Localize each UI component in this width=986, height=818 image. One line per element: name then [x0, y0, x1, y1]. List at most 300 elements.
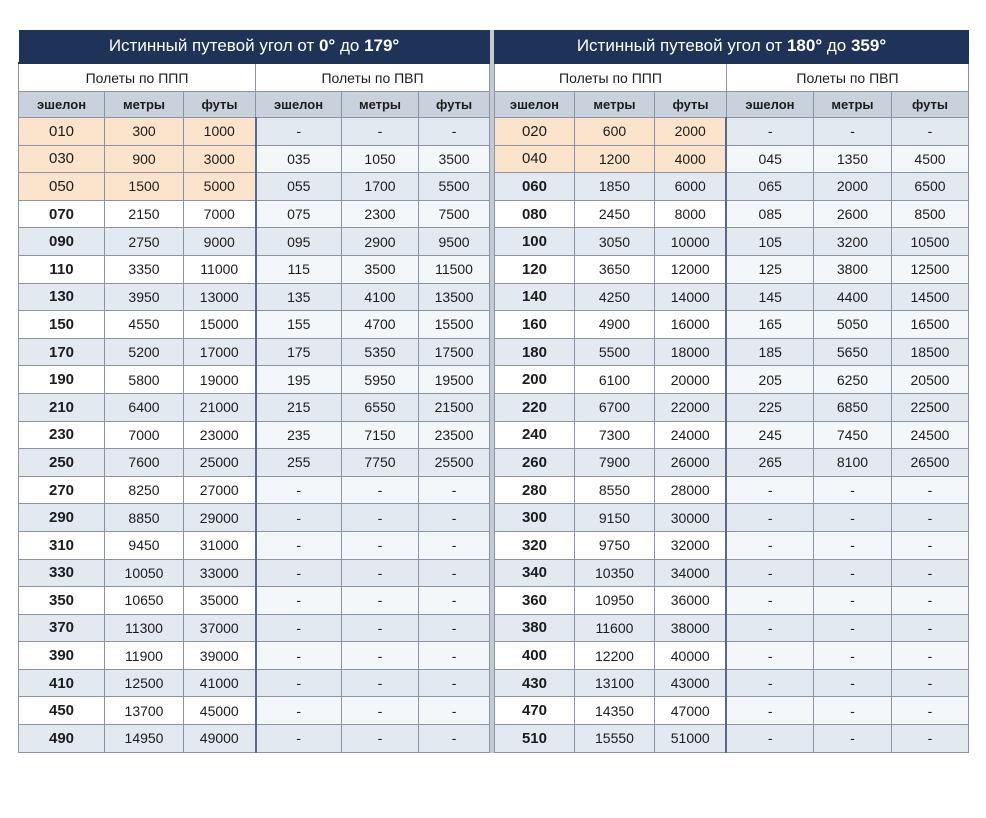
- ifr-level-cell: 380: [494, 614, 574, 642]
- ifr-meters-cell: 9150: [574, 504, 654, 532]
- ifr-feet-cell: 31000: [184, 531, 256, 559]
- ifr-level-cell: 060: [494, 173, 574, 201]
- vfr-feet-cell: 20500: [891, 366, 968, 394]
- table-row: [19, 366, 490, 394]
- vfr-level-cell: -: [256, 559, 342, 587]
- ifr-feet-cell: 2000: [654, 118, 726, 146]
- table-row: [19, 145, 490, 173]
- col-level-header: эшелон: [494, 92, 574, 118]
- ifr-meters-cell: 10650: [105, 587, 184, 615]
- ifr-feet-cell: 37000: [184, 614, 256, 642]
- table-row: [19, 200, 490, 228]
- ifr-meters-cell: 6700: [574, 393, 654, 421]
- vfr-feet-cell: -: [419, 476, 490, 504]
- ifr-feet-cell: 41000: [184, 669, 256, 697]
- table-row: [494, 725, 968, 753]
- ifr-feet-cell: 51000: [654, 725, 726, 753]
- col-meters-header: метры: [574, 92, 654, 118]
- vfr-level-cell: -: [256, 669, 342, 697]
- ifr-meters-cell: 7000: [105, 421, 184, 449]
- table-body-east: [19, 118, 490, 753]
- vfr-meters-cell: 4700: [342, 311, 419, 339]
- ifr-feet-cell: 12000: [654, 255, 726, 283]
- vfr-meters-cell: -: [813, 669, 891, 697]
- vfr-level-cell: 145: [726, 283, 813, 311]
- col-feet-header: футы: [891, 92, 968, 118]
- ifr-meters-cell: 7600: [105, 449, 184, 477]
- table-body-west: [494, 118, 968, 753]
- ifr-feet-cell: 49000: [184, 725, 256, 753]
- vfr-meters-cell: 1050: [342, 145, 419, 173]
- table-row: [494, 366, 968, 394]
- vfr-feet-cell: -: [891, 697, 968, 725]
- ifr-level-cell: 150: [19, 311, 105, 339]
- col-level-header: эшелон: [19, 92, 105, 118]
- ifr-feet-cell: 14000: [654, 283, 726, 311]
- ifr-meters-cell: 10050: [105, 559, 184, 587]
- vfr-level-cell: 235: [256, 421, 342, 449]
- table-row: [494, 255, 968, 283]
- vfr-feet-cell: 21500: [419, 393, 490, 421]
- vfr-level-cell: 155: [256, 311, 342, 339]
- table-row: [19, 531, 490, 559]
- table-row: [494, 200, 968, 228]
- group-ifr-header: Полеты по ППП: [494, 63, 726, 92]
- vfr-level-cell: 075: [256, 200, 342, 228]
- vfr-feet-cell: -: [419, 587, 490, 615]
- ifr-meters-cell: 10350: [574, 559, 654, 587]
- ifr-level-cell: 110: [19, 255, 105, 283]
- col-feet-header: футы: [184, 92, 256, 118]
- vfr-meters-cell: 2900: [342, 228, 419, 256]
- table-row: [19, 283, 490, 311]
- ifr-feet-cell: 27000: [184, 476, 256, 504]
- ifr-level-cell: 130: [19, 283, 105, 311]
- ifr-feet-cell: 15000: [184, 311, 256, 339]
- ifr-level-cell: 270: [19, 476, 105, 504]
- ifr-feet-cell: 22000: [654, 393, 726, 421]
- ifr-feet-cell: 3000: [184, 145, 256, 173]
- ifr-meters-cell: 12500: [105, 669, 184, 697]
- vfr-level-cell: -: [726, 118, 813, 146]
- ifr-level-cell: 010: [19, 118, 105, 146]
- vfr-level-cell: 085: [726, 200, 813, 228]
- ifr-level-cell: 290: [19, 504, 105, 532]
- ifr-feet-cell: 20000: [654, 366, 726, 394]
- table-row: [19, 255, 490, 283]
- vfr-level-cell: 225: [726, 393, 813, 421]
- ifr-meters-cell: 2150: [105, 200, 184, 228]
- ifr-meters-cell: 7300: [574, 421, 654, 449]
- vfr-feet-cell: -: [891, 642, 968, 670]
- ifr-feet-cell: 36000: [654, 587, 726, 615]
- ifr-feet-cell: 17000: [184, 338, 256, 366]
- vfr-feet-cell: -: [891, 669, 968, 697]
- ifr-feet-cell: 23000: [184, 421, 256, 449]
- vfr-level-cell: 215: [256, 393, 342, 421]
- vfr-meters-cell: 8100: [813, 449, 891, 477]
- ifr-meters-cell: 8250: [105, 476, 184, 504]
- vfr-level-cell: -: [256, 642, 342, 670]
- table-row: [494, 449, 968, 477]
- ifr-level-cell: 350: [19, 587, 105, 615]
- vfr-meters-cell: -: [813, 559, 891, 587]
- ifr-meters-cell: 5200: [105, 338, 184, 366]
- ifr-level-cell: 300: [494, 504, 574, 532]
- vfr-meters-cell: -: [342, 697, 419, 725]
- ifr-level-cell: 310: [19, 531, 105, 559]
- ifr-meters-cell: 3050: [574, 228, 654, 256]
- ifr-level-cell: 160: [494, 311, 574, 339]
- table-row: [494, 697, 968, 725]
- ifr-level-cell: 360: [494, 587, 574, 615]
- col-feet-header: футы: [419, 92, 490, 118]
- ifr-feet-cell: 45000: [184, 697, 256, 725]
- tables-container: [18, 30, 969, 753]
- vfr-level-cell: 065: [726, 173, 813, 201]
- ifr-meters-cell: 9750: [574, 531, 654, 559]
- vfr-meters-cell: 7750: [342, 449, 419, 477]
- vfr-level-cell: -: [726, 504, 813, 532]
- ifr-meters-cell: 3650: [574, 255, 654, 283]
- vfr-meters-cell: -: [342, 504, 419, 532]
- ifr-level-cell: 220: [494, 393, 574, 421]
- ifr-feet-cell: 33000: [184, 559, 256, 587]
- table-row: [19, 476, 490, 504]
- ifr-level-cell: 260: [494, 449, 574, 477]
- ifr-feet-cell: 40000: [654, 642, 726, 670]
- vfr-meters-cell: -: [813, 642, 891, 670]
- table-row: [19, 118, 490, 146]
- ifr-meters-cell: 3950: [105, 283, 184, 311]
- vfr-meters-cell: 4400: [813, 283, 891, 311]
- ifr-meters-cell: 300: [105, 118, 184, 146]
- ifr-meters-cell: 10950: [574, 587, 654, 615]
- ifr-meters-cell: 900: [105, 145, 184, 173]
- vfr-meters-cell: 6250: [813, 366, 891, 394]
- vfr-meters-cell: 6550: [342, 393, 419, 421]
- table-row: [19, 614, 490, 642]
- ifr-feet-cell: 7000: [184, 200, 256, 228]
- ifr-feet-cell: 35000: [184, 587, 256, 615]
- ifr-feet-cell: 34000: [654, 559, 726, 587]
- ifr-level-cell: 140: [494, 283, 574, 311]
- vfr-level-cell: 195: [256, 366, 342, 394]
- table-row: [494, 283, 968, 311]
- vfr-feet-cell: 6500: [891, 173, 968, 201]
- vfr-level-cell: 115: [256, 255, 342, 283]
- group-vfr-header: Полеты по ПВП: [726, 63, 968, 92]
- ifr-level-cell: 180: [494, 338, 574, 366]
- ifr-feet-cell: 5000: [184, 173, 256, 201]
- vfr-meters-cell: 2300: [342, 200, 419, 228]
- ifr-feet-cell: 19000: [184, 366, 256, 394]
- table-row: [494, 669, 968, 697]
- ifr-level-cell: 330: [19, 559, 105, 587]
- ifr-meters-cell: 4250: [574, 283, 654, 311]
- table-row: [494, 145, 968, 173]
- table-row: [494, 642, 968, 670]
- table-row: [19, 697, 490, 725]
- ifr-level-cell: 020: [494, 118, 574, 146]
- ifr-level-cell: 120: [494, 255, 574, 283]
- ifr-meters-cell: 5800: [105, 366, 184, 394]
- ifr-meters-cell: 4550: [105, 311, 184, 339]
- table-row: [19, 642, 490, 670]
- ifr-level-cell: 490: [19, 725, 105, 753]
- vfr-feet-cell: -: [419, 642, 490, 670]
- vfr-feet-cell: -: [419, 697, 490, 725]
- vfr-level-cell: 055: [256, 173, 342, 201]
- table-row: [494, 228, 968, 256]
- table-title: Истинный путевой угол от 180° до 359°: [494, 30, 968, 63]
- vfr-feet-cell: 5500: [419, 173, 490, 201]
- ifr-level-cell: 230: [19, 421, 105, 449]
- ifr-meters-cell: 13700: [105, 697, 184, 725]
- ifr-feet-cell: 26000: [654, 449, 726, 477]
- ifr-meters-cell: 1850: [574, 173, 654, 201]
- ifr-feet-cell: 29000: [184, 504, 256, 532]
- col-level-header: эшелон: [726, 92, 813, 118]
- vfr-level-cell: -: [726, 587, 813, 615]
- vfr-level-cell: -: [256, 614, 342, 642]
- ifr-level-cell: 450: [19, 697, 105, 725]
- vfr-feet-cell: -: [891, 531, 968, 559]
- vfr-level-cell: 255: [256, 449, 342, 477]
- vfr-meters-cell: 2600: [813, 200, 891, 228]
- vfr-meters-cell: 5050: [813, 311, 891, 339]
- ifr-feet-cell: 25000: [184, 449, 256, 477]
- vfr-meters-cell: -: [813, 531, 891, 559]
- table-east: [18, 30, 490, 753]
- vfr-meters-cell: -: [342, 531, 419, 559]
- vfr-level-cell: -: [256, 725, 342, 753]
- vfr-feet-cell: 18500: [891, 338, 968, 366]
- vfr-level-cell: -: [726, 642, 813, 670]
- ifr-meters-cell: 6100: [574, 366, 654, 394]
- ifr-feet-cell: 32000: [654, 531, 726, 559]
- table-row: [494, 393, 968, 421]
- vfr-level-cell: -: [256, 118, 342, 146]
- vfr-level-cell: -: [256, 476, 342, 504]
- table-row: [19, 393, 490, 421]
- ifr-level-cell: 190: [19, 366, 105, 394]
- ifr-feet-cell: 10000: [654, 228, 726, 256]
- ifr-meters-cell: 1500: [105, 173, 184, 201]
- vfr-level-cell: -: [726, 559, 813, 587]
- vfr-level-cell: -: [726, 531, 813, 559]
- table-row: [494, 173, 968, 201]
- table-row: [19, 725, 490, 753]
- vfr-level-cell: -: [256, 587, 342, 615]
- ifr-feet-cell: 13000: [184, 283, 256, 311]
- vfr-level-cell: 105: [726, 228, 813, 256]
- ifr-meters-cell: 2750: [105, 228, 184, 256]
- vfr-feet-cell: 15500: [419, 311, 490, 339]
- ifr-feet-cell: 21000: [184, 393, 256, 421]
- table-row: [494, 311, 968, 339]
- ifr-meters-cell: 6400: [105, 393, 184, 421]
- vfr-level-cell: -: [726, 725, 813, 753]
- table-row: [494, 118, 968, 146]
- vfr-feet-cell: 7500: [419, 200, 490, 228]
- ifr-meters-cell: 4900: [574, 311, 654, 339]
- ifr-level-cell: 170: [19, 338, 105, 366]
- ifr-level-cell: 370: [19, 614, 105, 642]
- vfr-level-cell: 245: [726, 421, 813, 449]
- vfr-feet-cell: 12500: [891, 255, 968, 283]
- group-vfr-header: Полеты по ПВП: [256, 63, 490, 92]
- vfr-meters-cell: -: [813, 504, 891, 532]
- vfr-feet-cell: -: [891, 118, 968, 146]
- table-row: [19, 449, 490, 477]
- vfr-feet-cell: 8500: [891, 200, 968, 228]
- table-west: [494, 30, 969, 753]
- ifr-meters-cell: 600: [574, 118, 654, 146]
- vfr-level-cell: -: [256, 504, 342, 532]
- vfr-feet-cell: -: [419, 559, 490, 587]
- vfr-level-cell: 205: [726, 366, 813, 394]
- vfr-meters-cell: -: [342, 642, 419, 670]
- ifr-feet-cell: 39000: [184, 642, 256, 670]
- vfr-level-cell: 045: [726, 145, 813, 173]
- vfr-meters-cell: -: [342, 118, 419, 146]
- ifr-level-cell: 390: [19, 642, 105, 670]
- vfr-feet-cell: 25500: [419, 449, 490, 477]
- ifr-level-cell: 200: [494, 366, 574, 394]
- vfr-level-cell: 185: [726, 338, 813, 366]
- table-row: [19, 669, 490, 697]
- ifr-level-cell: 470: [494, 697, 574, 725]
- vfr-level-cell: 165: [726, 311, 813, 339]
- vfr-level-cell: 175: [256, 338, 342, 366]
- vfr-meters-cell: -: [342, 476, 419, 504]
- vfr-feet-cell: 24500: [891, 421, 968, 449]
- vfr-feet-cell: -: [891, 504, 968, 532]
- ifr-feet-cell: 24000: [654, 421, 726, 449]
- table-row: [19, 504, 490, 532]
- ifr-level-cell: 050: [19, 173, 105, 201]
- vfr-level-cell: 125: [726, 255, 813, 283]
- vfr-feet-cell: -: [891, 614, 968, 642]
- ifr-level-cell: 410: [19, 669, 105, 697]
- ifr-feet-cell: 28000: [654, 476, 726, 504]
- vfr-level-cell: -: [256, 697, 342, 725]
- vfr-meters-cell: 5350: [342, 338, 419, 366]
- vfr-meters-cell: -: [813, 118, 891, 146]
- vfr-meters-cell: 3500: [342, 255, 419, 283]
- ifr-meters-cell: 9450: [105, 531, 184, 559]
- vfr-meters-cell: 1350: [813, 145, 891, 173]
- table-row: [19, 173, 490, 201]
- ifr-feet-cell: 47000: [654, 697, 726, 725]
- ifr-level-cell: 070: [19, 200, 105, 228]
- ifr-meters-cell: 11600: [574, 614, 654, 642]
- vfr-meters-cell: -: [342, 559, 419, 587]
- vfr-meters-cell: -: [813, 697, 891, 725]
- table-row: [19, 228, 490, 256]
- ifr-feet-cell: 1000: [184, 118, 256, 146]
- vfr-meters-cell: 5950: [342, 366, 419, 394]
- ifr-level-cell: 510: [494, 725, 574, 753]
- ifr-feet-cell: 6000: [654, 173, 726, 201]
- ifr-level-cell: 080: [494, 200, 574, 228]
- vfr-feet-cell: -: [891, 476, 968, 504]
- ifr-meters-cell: 15550: [574, 725, 654, 753]
- ifr-meters-cell: 7900: [574, 449, 654, 477]
- table-row: [19, 338, 490, 366]
- vfr-feet-cell: 19500: [419, 366, 490, 394]
- vfr-meters-cell: -: [813, 725, 891, 753]
- vfr-level-cell: -: [726, 476, 813, 504]
- vfr-feet-cell: 10500: [891, 228, 968, 256]
- vfr-feet-cell: -: [419, 118, 490, 146]
- table-row: [494, 504, 968, 532]
- ifr-feet-cell: 30000: [654, 504, 726, 532]
- vfr-feet-cell: -: [419, 504, 490, 532]
- ifr-feet-cell: 11000: [184, 255, 256, 283]
- vfr-meters-cell: -: [813, 614, 891, 642]
- ifr-level-cell: 100: [494, 228, 574, 256]
- ifr-meters-cell: 1200: [574, 145, 654, 173]
- ifr-feet-cell: 43000: [654, 669, 726, 697]
- table-row: [494, 531, 968, 559]
- ifr-level-cell: 340: [494, 559, 574, 587]
- ifr-meters-cell: 3350: [105, 255, 184, 283]
- vfr-feet-cell: 4500: [891, 145, 968, 173]
- col-feet-header: футы: [654, 92, 726, 118]
- ifr-meters-cell: 8550: [574, 476, 654, 504]
- ifr-feet-cell: 9000: [184, 228, 256, 256]
- vfr-feet-cell: -: [419, 531, 490, 559]
- ifr-level-cell: 400: [494, 642, 574, 670]
- table-row: [494, 614, 968, 642]
- vfr-level-cell: -: [726, 697, 813, 725]
- vfr-meters-cell: -: [342, 614, 419, 642]
- vfr-meters-cell: -: [342, 725, 419, 753]
- ifr-level-cell: 430: [494, 669, 574, 697]
- flight-levels-document: [18, 30, 969, 753]
- vfr-feet-cell: 14500: [891, 283, 968, 311]
- table-row: [494, 587, 968, 615]
- table-row: [19, 587, 490, 615]
- table-row: [494, 421, 968, 449]
- ifr-feet-cell: 38000: [654, 614, 726, 642]
- ifr-meters-cell: 13100: [574, 669, 654, 697]
- ifr-meters-cell: 5500: [574, 338, 654, 366]
- vfr-feet-cell: -: [891, 587, 968, 615]
- vfr-feet-cell: -: [891, 725, 968, 753]
- vfr-feet-cell: -: [419, 614, 490, 642]
- ifr-meters-cell: 14950: [105, 725, 184, 753]
- ifr-feet-cell: 18000: [654, 338, 726, 366]
- vfr-feet-cell: 16500: [891, 311, 968, 339]
- ifr-level-cell: 280: [494, 476, 574, 504]
- vfr-level-cell: 265: [726, 449, 813, 477]
- ifr-level-cell: 210: [19, 393, 105, 421]
- vfr-feet-cell: 22500: [891, 393, 968, 421]
- group-ifr-header: Полеты по ППП: [19, 63, 256, 92]
- vfr-level-cell: 135: [256, 283, 342, 311]
- vfr-meters-cell: 2000: [813, 173, 891, 201]
- table-row: [494, 338, 968, 366]
- ifr-meters-cell: 8850: [105, 504, 184, 532]
- table-row: [19, 559, 490, 587]
- vfr-level-cell: 035: [256, 145, 342, 173]
- ifr-meters-cell: 11300: [105, 614, 184, 642]
- ifr-meters-cell: 14350: [574, 697, 654, 725]
- vfr-level-cell: 095: [256, 228, 342, 256]
